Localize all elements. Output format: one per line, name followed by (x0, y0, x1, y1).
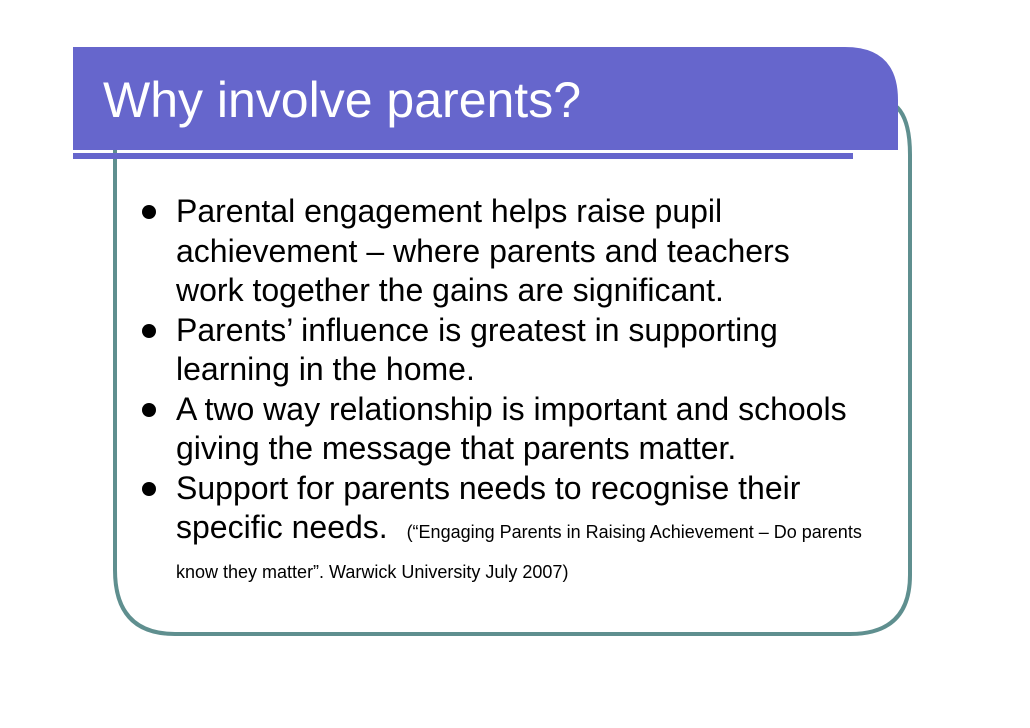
bullet-item (142, 311, 862, 390)
bullet-text: Parents’ influence is greatest in supporting learning in the home. (176, 311, 778, 387)
bullet-text: Parental engagement helps raise pupil achievement – where parents and teachers work together the gains are significant. (176, 193, 790, 308)
bullet-item (142, 469, 862, 588)
bullet-dot-icon (142, 482, 156, 496)
bullet-text: Support for parents needs to recognise their specific needs. (176, 469, 801, 545)
bullet-list (142, 192, 862, 587)
bullet-item (142, 390, 862, 469)
citation-text: (“Engaging Parents in Raising Achievement – Do parents know they matter”. Warwick University July 2007) (176, 522, 862, 582)
slide-title: Why involve parents? (103, 72, 582, 128)
title-underline (73, 153, 853, 159)
bullet-text: A two way relationship is important and schools giving the message that parents matter. (176, 390, 847, 466)
bullet-dot-icon (142, 324, 156, 338)
bullet-dot-icon (142, 205, 156, 219)
bullet-item (142, 192, 862, 311)
bullet-dot-icon (142, 403, 156, 417)
